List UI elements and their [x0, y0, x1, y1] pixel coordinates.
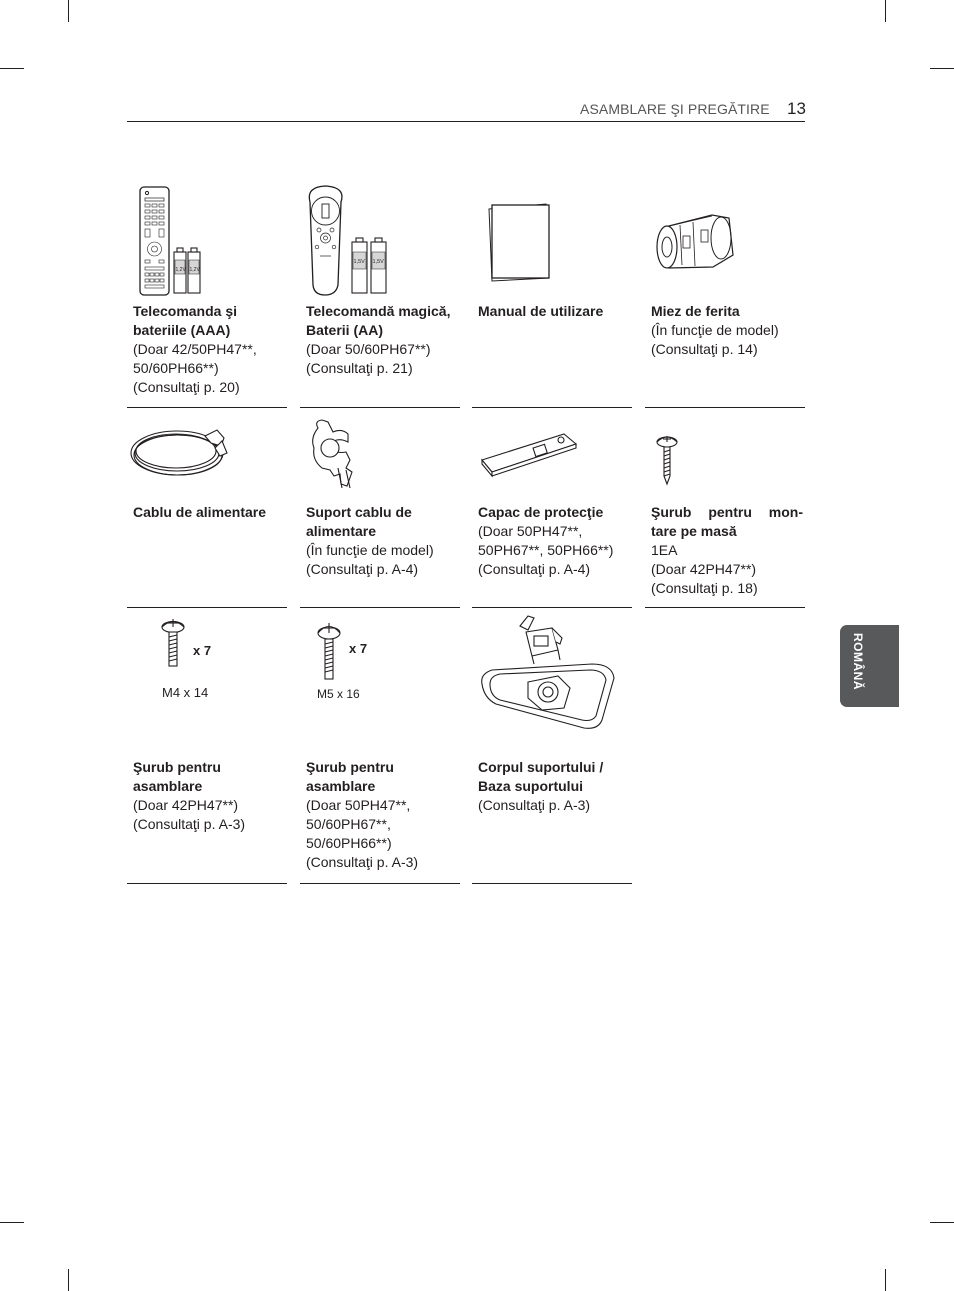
cable-holder-icon	[300, 408, 460, 508]
item-detail: (Consultaţi p. A-3)	[306, 854, 419, 870]
item-title: Corpul suportului /	[478, 759, 604, 775]
crop-mark	[0, 1222, 24, 1223]
item-title: bateriile (AAA)	[133, 322, 231, 338]
item-detail: 50/60PH66**)	[133, 360, 219, 376]
item-title: Baza suportului	[478, 778, 584, 794]
power-cable-icon	[127, 408, 287, 508]
screw-icon	[300, 608, 460, 688]
item-title: asamblare	[133, 778, 203, 794]
header-rule	[127, 121, 805, 122]
item-protection-cover	[472, 408, 632, 608]
item-stand	[472, 608, 632, 888]
item-detail: (Consultaţi p. A-4)	[306, 561, 419, 577]
item-user-manual	[472, 180, 632, 410]
battery-label: 1,2V	[189, 267, 200, 273]
item-text	[478, 302, 630, 321]
item-assembly-screw-m5	[300, 608, 460, 888]
item-title: Manual de utilizare	[478, 303, 604, 319]
item-cable-holder	[300, 408, 460, 608]
protection-cover-icon	[472, 408, 632, 508]
crop-mark	[885, 0, 886, 22]
crop-mark	[930, 68, 954, 69]
item-title: Şurub pentru	[133, 759, 221, 775]
item-detail: (În funcţie de model)	[306, 542, 434, 558]
crop-mark	[68, 1269, 69, 1291]
item-detail: 50/60PH66**)	[306, 835, 392, 851]
item-detail: (Consultaţi p. A-4)	[478, 561, 591, 577]
item-detail: (Consultaţi p. 18)	[651, 580, 758, 596]
language-tab	[840, 625, 899, 707]
page-number: 13	[787, 99, 806, 118]
stand-icon	[472, 608, 632, 738]
item-text	[306, 302, 458, 378]
item-detail: 50/60PH67**,	[306, 816, 391, 832]
item-title: Şurub pentru	[306, 759, 394, 775]
row-divider	[127, 883, 287, 884]
item-table-screw	[645, 408, 805, 608]
battery-label: 1,5V	[353, 259, 365, 265]
item-text	[133, 503, 285, 522]
row-divider	[300, 883, 460, 884]
item-detail: 1EA	[651, 542, 678, 558]
item-remote-control	[127, 180, 287, 410]
item-detail: 50PH67**, 50PH66**)	[478, 542, 614, 558]
item-title: Telecomanda şi	[133, 303, 238, 319]
item-detail: (Doar 42PH47**)	[133, 797, 239, 813]
battery-label: 1,2V	[175, 267, 186, 273]
item-assembly-screw-m4	[127, 608, 287, 888]
item-text	[651, 503, 803, 598]
item-title: asamblare	[306, 778, 376, 794]
screw-size-label: M4 x 14	[162, 685, 209, 700]
item-text	[133, 302, 285, 397]
screw-size-label: M5 x 16	[317, 687, 360, 701]
item-text	[651, 302, 803, 359]
item-text	[133, 758, 285, 834]
item-detail: (Doar 50PH47**,	[478, 523, 583, 539]
item-power-cable	[127, 408, 287, 608]
item-text	[306, 758, 458, 872]
item-detail: (Consultaţi p. A-3)	[133, 816, 246, 832]
screw-icon	[645, 408, 805, 508]
item-ferrite-core	[645, 180, 805, 410]
battery-label: 1,5V	[372, 259, 384, 265]
item-text	[478, 758, 630, 815]
manual-book-icon	[472, 180, 632, 300]
item-title: Cablu de alimentare	[133, 504, 267, 520]
item-title: Suport cablu de	[306, 504, 412, 520]
item-detail: (În funcţie de model)	[651, 322, 779, 338]
item-title: Baterii (AA)	[306, 322, 384, 338]
item-title: Miez de ferita	[651, 303, 740, 319]
item-title: tare pe masă	[651, 523, 737, 539]
magic-remote-icon	[300, 180, 460, 300]
item-title: Şurub pentru mon-	[651, 504, 803, 520]
item-detail: (Consultaţi p. 20)	[133, 379, 240, 395]
item-detail: (Consultaţi p. 21)	[306, 360, 413, 376]
quantity-label: x 7	[193, 643, 212, 658]
item-detail: (Doar 50PH47**,	[306, 797, 411, 813]
item-magic-remote	[300, 180, 460, 410]
quantity-label: x 7	[349, 641, 368, 656]
row-divider	[472, 883, 632, 884]
crop-mark	[68, 0, 69, 22]
item-detail: (Consultaţi p. 14)	[651, 341, 758, 357]
crop-mark	[885, 1269, 886, 1291]
ferrite-core-icon	[645, 180, 805, 300]
item-detail: (Consultaţi p. A-3)	[478, 797, 591, 813]
section-title: ASAMBLARE ŞI PREGĂTIRE	[580, 101, 770, 117]
item-text	[478, 503, 630, 579]
language-tab-label: ROMÂNĂ	[851, 633, 865, 690]
item-detail: (Doar 42/50PH47**,	[133, 341, 257, 357]
item-text	[306, 503, 458, 579]
row-divider	[645, 607, 805, 608]
item-title: Capac de protecţie	[478, 504, 604, 520]
item-title: Telecomandă magică,	[306, 303, 451, 319]
item-detail: (Doar 42PH47**)	[651, 561, 757, 577]
remote-control-icon	[127, 180, 287, 300]
item-detail: (Doar 50/60PH67**)	[306, 341, 431, 357]
crop-mark	[930, 1222, 954, 1223]
crop-mark	[0, 68, 24, 69]
item-title: alimentare	[306, 523, 377, 539]
